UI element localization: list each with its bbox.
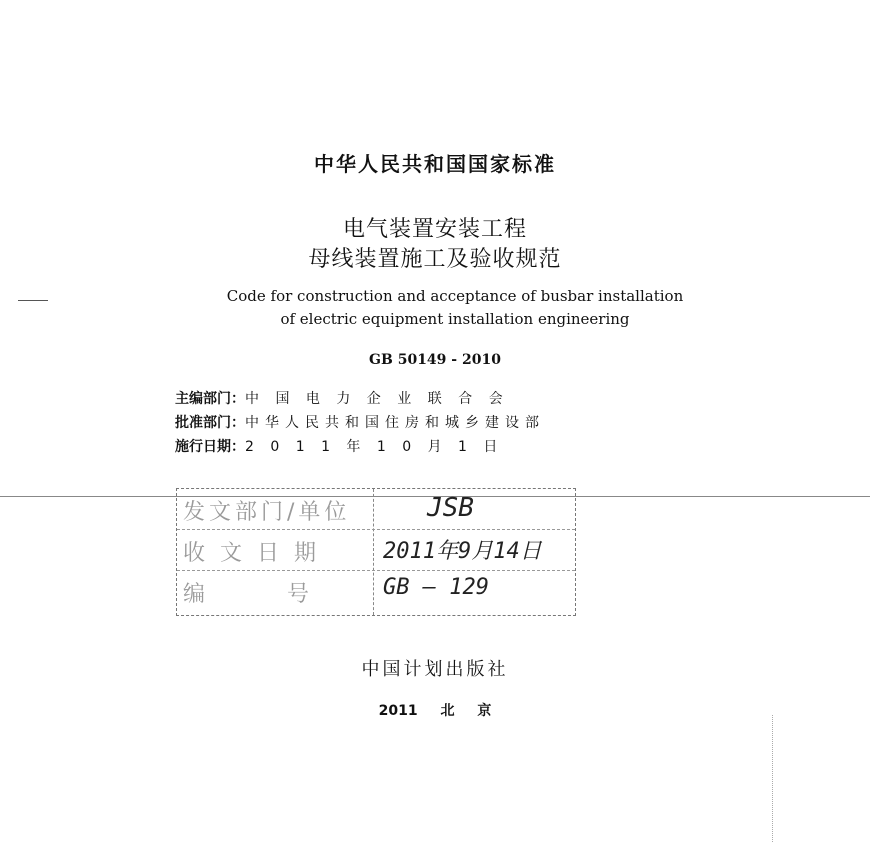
stamp-label: 收 文 日 期: [183, 541, 320, 566]
publisher: 中国计划出版社: [361, 659, 509, 680]
standard-code: GB 50149 - 2010: [369, 352, 501, 368]
english-title-line-1: Code for construction and acceptance of busbar installation: [226, 287, 684, 305]
standard-header: 中华人民共和国国家标准: [314, 152, 556, 176]
meta-value: 2 0 1 1 年 1 0 月 1 日: [245, 439, 504, 455]
meta-value: 中 国 电 力 企 业 联 合 会: [245, 391, 509, 407]
meta-label: 主编部门：: [175, 391, 245, 407]
stamp-row: [177, 530, 575, 571]
title-line-1: 电气装置安装工程: [342, 217, 527, 242]
stamp-handwriting: 2011年9月14日: [383, 539, 542, 564]
meta-effective-date: [175, 436, 503, 456]
stamp-label: 发文部门/单位: [183, 500, 351, 525]
stamp-handwriting: GB — 129: [383, 575, 489, 600]
title-line-2: 母线装置施工及验收规范: [308, 247, 562, 272]
stamp-row: [177, 489, 575, 530]
meta-value: 中华人民共和国住房和城乡建设部: [245, 415, 545, 431]
receipt-stamp: [176, 488, 576, 616]
stamp-label: 编 号: [183, 582, 314, 607]
scan-edge-line: [772, 715, 773, 842]
meta-approval: [175, 412, 545, 432]
meta-label: 施行日期：: [175, 439, 245, 455]
meta-chief-editor: [175, 388, 509, 408]
publication-place-year: 2011 北 京: [378, 703, 492, 719]
stamp-row: [177, 571, 575, 611]
meta-label: 批准部门：: [175, 415, 245, 431]
english-title-line-2: of electric equipment installation engineering: [280, 310, 630, 328]
stamp-handwriting: JSB: [427, 493, 474, 523]
